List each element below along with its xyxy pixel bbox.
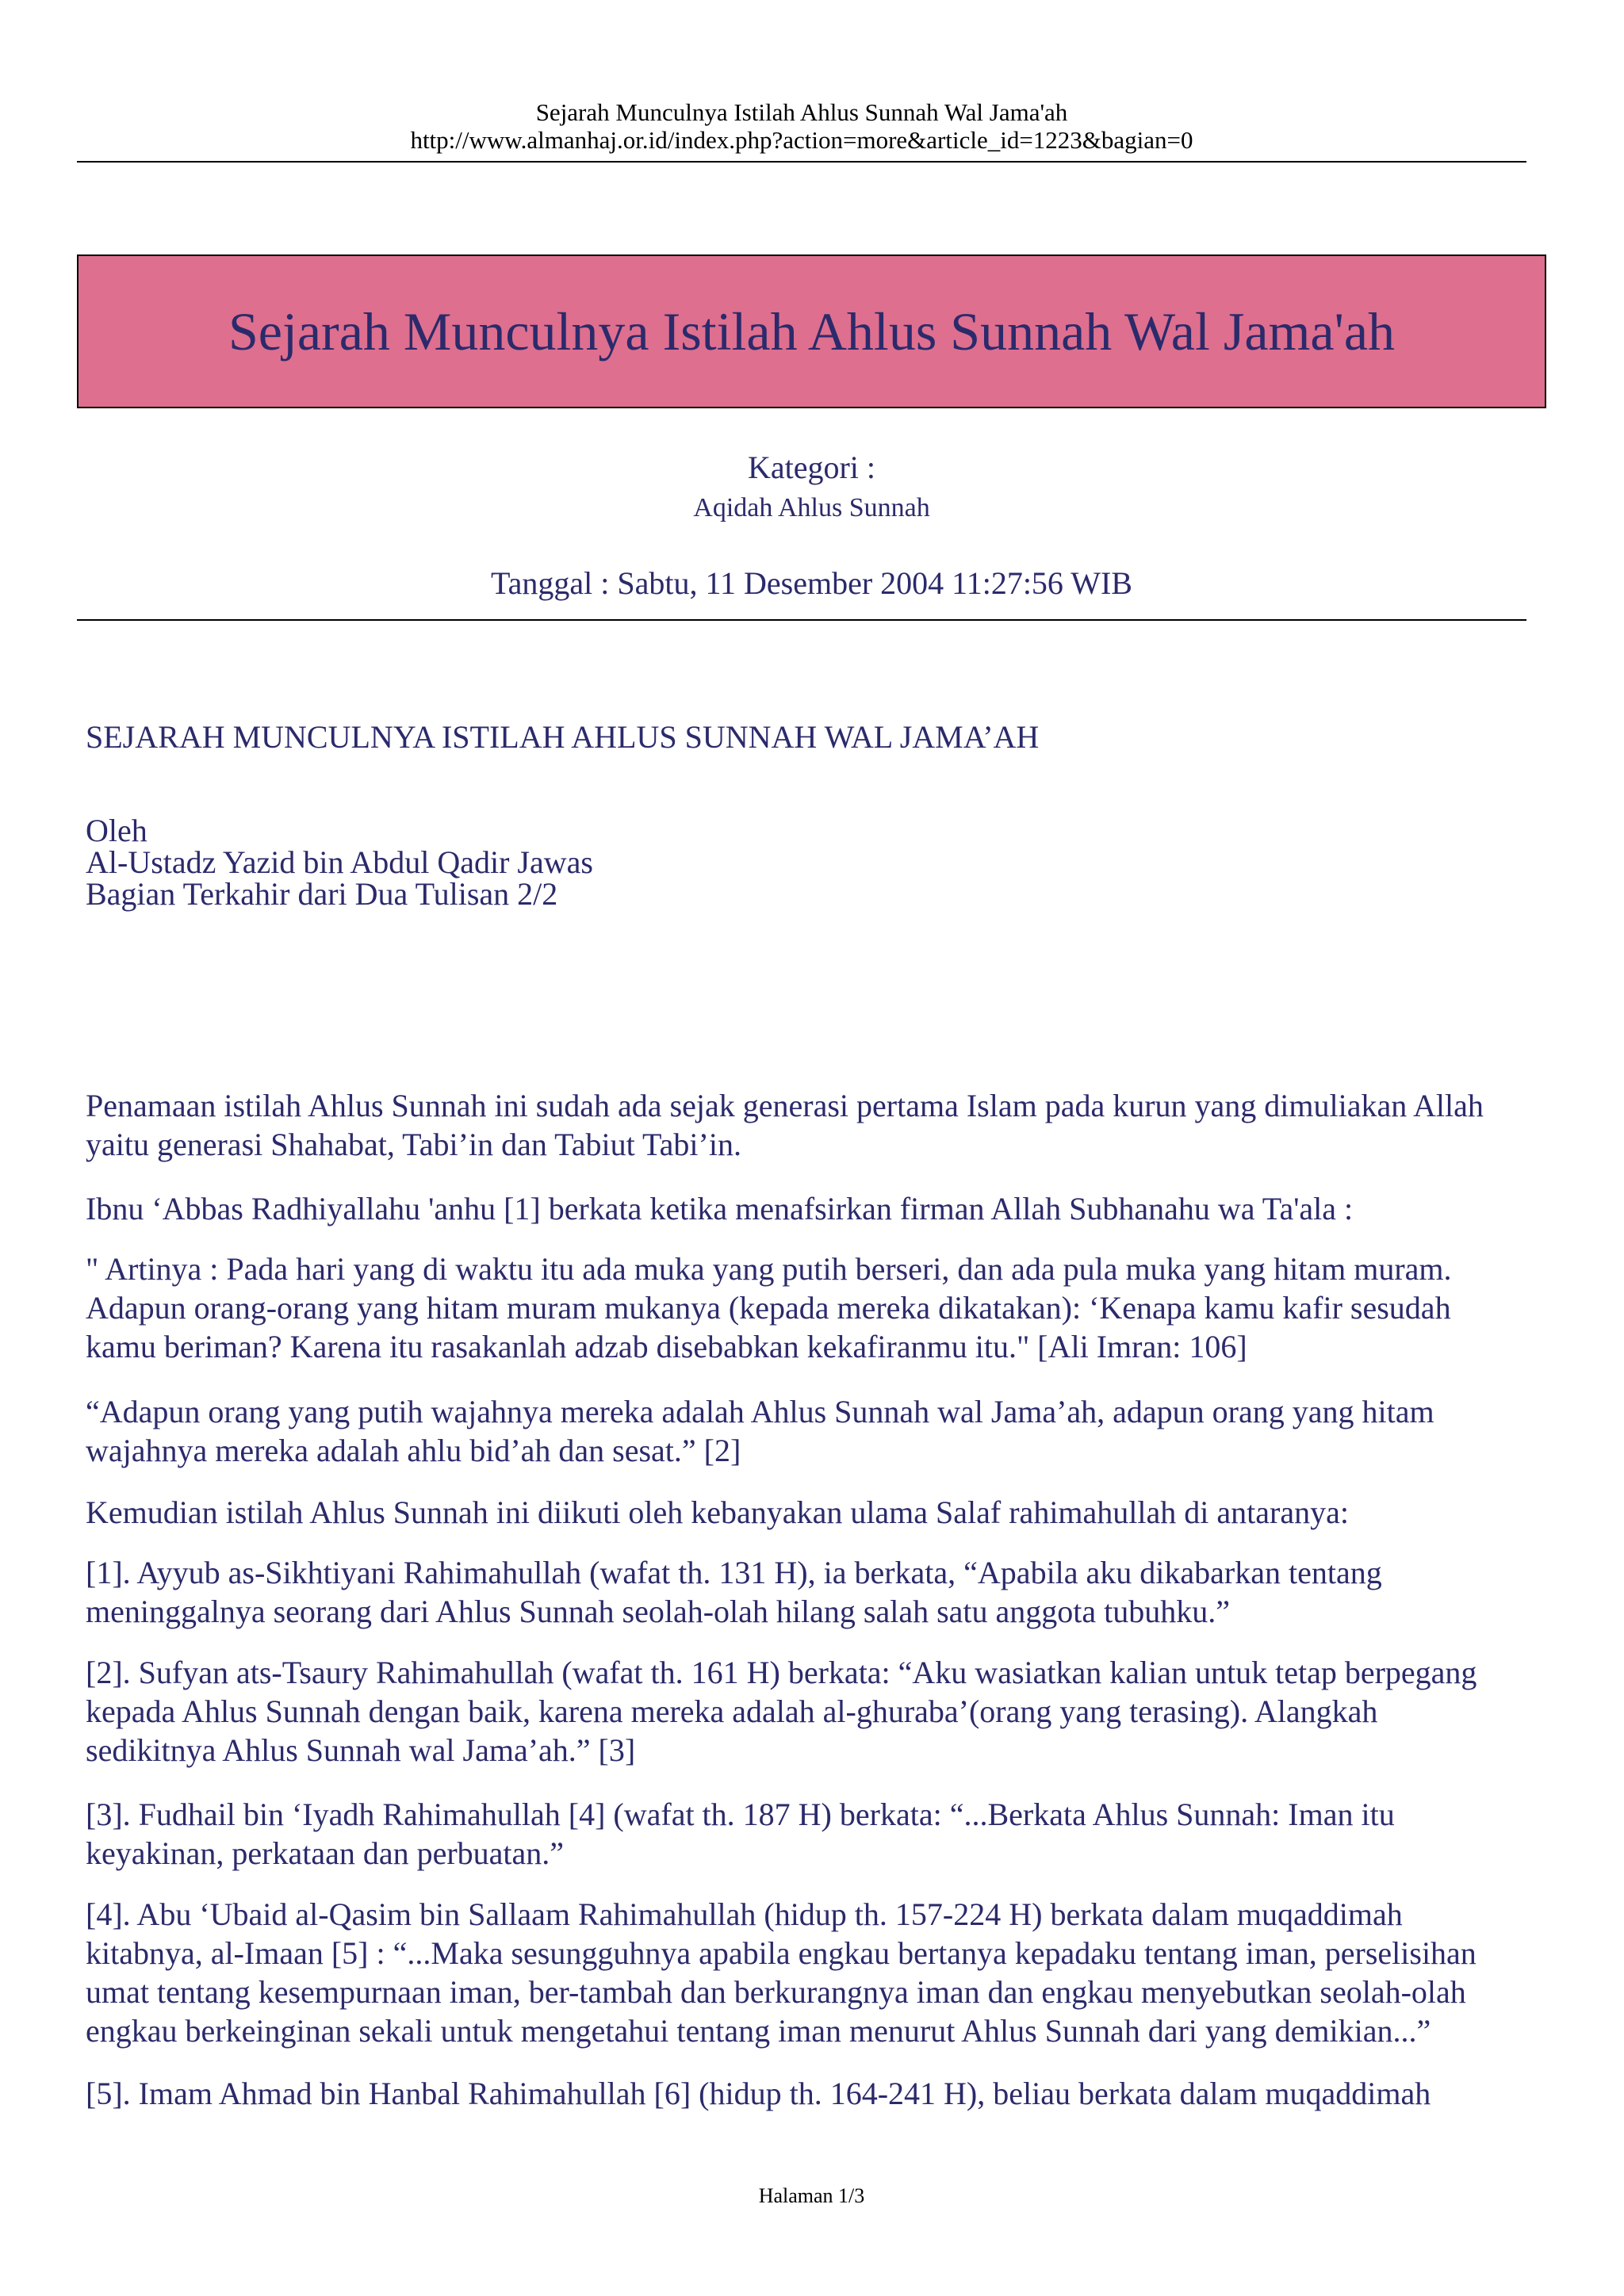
- header-divider: [77, 161, 1526, 163]
- paragraph-line: engkau berkeinginan sekali untuk mengetahui tentang iman menurut Ahlus Sunnah dari yang demikian...”: [86, 2013, 1431, 2049]
- paragraph: [86, 1392, 1538, 1470]
- byline-line: Al-Ustadz Yazid bin Abdul Qadir Jawas: [86, 844, 593, 880]
- paragraph-line: Penamaan istilah Ahlus Sunnah ini sudah ada sejak generasi pertama Islam pada kurun yang dimuliakan Allah: [86, 1088, 1484, 1123]
- paragraph-line: " Artinya : Pada hari yang di waktu itu ada muka yang putih berseri, dan ada pula muka yang hitam muram.: [86, 1251, 1452, 1287]
- paragraph-line: [4]. Abu ‘Ubaid al-Qasim bin Sallaam Rahimahullah (hidup th. 157-224 H) berkata dalam muqaddimah: [86, 1896, 1403, 1932]
- paragraph: [86, 1553, 1538, 1631]
- paragraph-line: [1]. Ayyub as-Sikhtiyani Rahimahullah (wafat th. 131 H), ia berkata, “Apabila aku dikabarkan tentang: [86, 1555, 1382, 1590]
- running-header-title: Sejarah Munculnya Istilah Ahlus Sunnah Wal Jama'ah: [535, 98, 1068, 126]
- title-box: [77, 254, 1546, 408]
- paragraph-line: Kemudian istilah Ahlus Sunnah ini diikuti oleh kebanyakan ulama Salaf rahimahullah di antaranya:: [86, 1494, 1349, 1530]
- page-number: Halaman 1/3: [758, 2184, 865, 2207]
- byline-line: Oleh: [86, 813, 147, 848]
- paragraph: [86, 1189, 1538, 1228]
- paragraph-line: kepada Ahlus Sunnah dengan baik, karena mereka adalah al-ghuraba’(orang yang terasing). Alangkah: [86, 1693, 1378, 1729]
- paragraph: [86, 1795, 1538, 1873]
- paragraph-line: meninggalnya seorang dari Ahlus Sunnah seolah-olah hilang salah satu anggota tubuhku.”: [86, 1594, 1231, 1629]
- paragraph-line: Ibnu ‘Abbas Radhiyallahu 'anhu [1] berkata ketika menafsirkan firman Allah Subhanahu wa Ta'ala :: [86, 1191, 1354, 1226]
- paragraph-line: sedikitnya Ahlus Sunnah wal Jama’ah.” [3]: [86, 1732, 636, 1768]
- paragraph-line: keyakinan, perkataan dan perbuatan.”: [86, 1835, 565, 1871]
- article-heading: SEJARAH MUNCULNYA ISTILAH AHLUS SUNNAH WAL JAMA’AH: [86, 719, 1040, 755]
- paragraph: [86, 1895, 1538, 2050]
- paragraph: [86, 1086, 1538, 1164]
- kategori-label: Kategori :: [747, 450, 876, 485]
- paragraph-line: [2]. Sufyan ats-Tsaury Rahimahullah (wafat th. 161 H) berkata: “Aku wasiatkan kalian untuk tetap berpegang: [86, 1655, 1477, 1690]
- running-header: [77, 98, 1526, 154]
- paragraph: [86, 1493, 1538, 1532]
- page-title: Sejarah Munculnya Istilah Ahlus Sunnah Wal Jama'ah: [228, 300, 1396, 362]
- paragraph-line: [3]. Fudhail bin ‘Iyadh Rahimahullah [4] (wafat th. 187 H) berkata: “...Berkata Ahlus Sunnah: Iman itu: [86, 1797, 1395, 1832]
- running-header-url[interactable]: http://www.almanhaj.or.id/index.php?action=more&article_id=1223&bagian=0: [410, 126, 1193, 154]
- paragraph-line: “Adapun orang yang putih wajahnya mereka adalah Ahlus Sunnah wal Jama’ah, adapun orang yang hitam: [86, 1394, 1434, 1429]
- paragraph-line: kamu beriman? Karena itu rasakanlah adzab disebabkan kekafiranmu itu." [Ali Imran: 106]: [86, 1329, 1247, 1364]
- byline-line: Bagian Terkahir dari Dua Tulisan 2/2: [86, 876, 558, 912]
- paragraph-line: kitabnya, al-Imaan [5] : “...Maka sesungguhnya apabila engkau bertanya kepadaku tentang iman, perselisihan: [86, 1935, 1477, 1971]
- paragraph-line: yaitu generasi Shahabat, Tabi’in dan Tabiut Tabi’in.: [86, 1127, 741, 1162]
- paragraph-line: [5]. Imam Ahmad bin Hanbal Rahimahullah [6] (hidup th. 164-241 H), beliau berkata dalam muqaddimah: [86, 2076, 1431, 2111]
- byline: [86, 815, 593, 910]
- kategori-value: Aqidah Ahlus Sunnah: [693, 493, 930, 522]
- paragraph-line: umat tentang kesempurnaan iman, ber-tambah dan berkurangnya iman dan engkau menyebutkan seolah-olah: [86, 1974, 1466, 2010]
- tanggal: Tanggal : Sabtu, 11 Desember 2004 11:27:56 WIB: [491, 565, 1132, 601]
- paragraph: [86, 1653, 1538, 1770]
- paragraph-line: Adapun orang-orang yang hitam muram mukanya (kepada mereka dikatakan): ‘Kenapa kamu kafir sesudah: [86, 1290, 1451, 1326]
- paragraph: [86, 1249, 1538, 1366]
- meta-divider: [77, 619, 1526, 621]
- paragraph-line: wajahnya mereka adalah ahlu bid’ah dan sesat.” [2]: [86, 1433, 741, 1468]
- paragraph: [86, 2074, 1538, 2113]
